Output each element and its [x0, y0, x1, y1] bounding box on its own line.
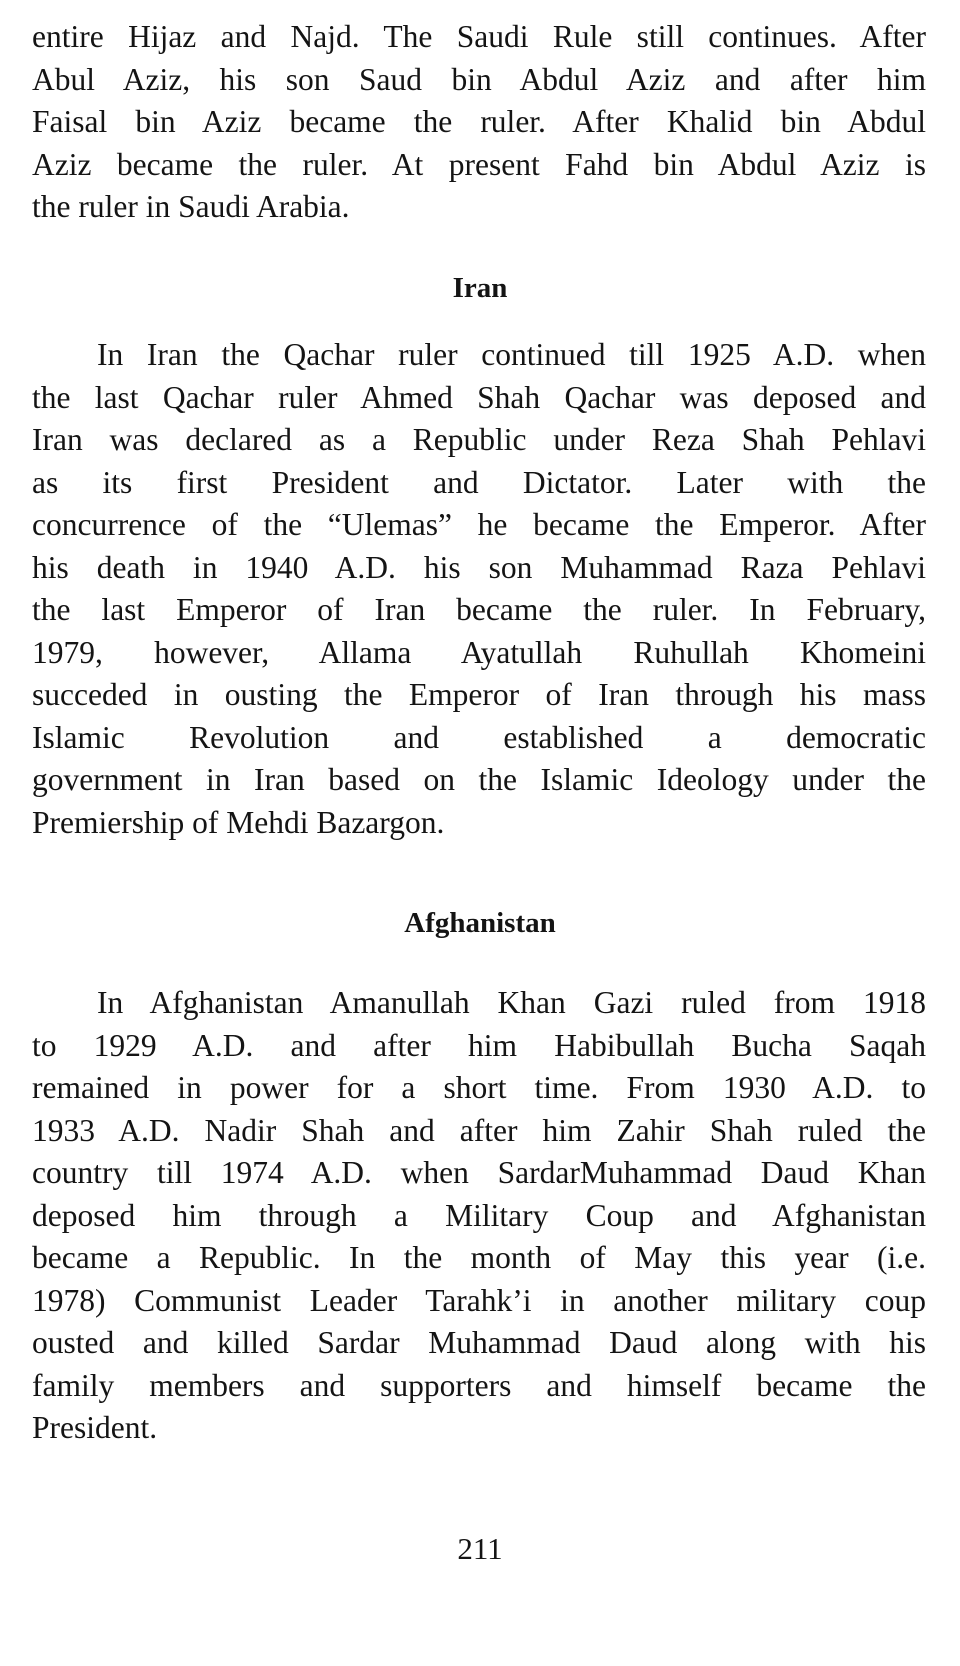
text-line: the last Qachar ruler Ahmed Shah Qachar was deposed and [32, 379, 926, 415]
text-line: became a Republic. In the month of May this year (i.e. [32, 1240, 926, 1275]
text-line: 1978) Communist Leader Tarahk’i in another military coup [32, 1282, 926, 1318]
afghanistan-paragraph [32, 982, 926, 1450]
text-line: President. [32, 1410, 158, 1445]
text-line: government in Iran based on the Islamic Ideology under the [32, 762, 926, 797]
text-line: family members and supporters and himself became the [32, 1367, 926, 1403]
text-line: to 1929 A.D. and after him Habibullah Bucha Saqah [32, 1027, 926, 1063]
text-line: Aziz became the ruler. At present Fahd bin Abdul Aziz is [32, 146, 926, 182]
text-line: Faisal bin Aziz became the ruler. After Khalid bin Abdul [32, 104, 926, 139]
text-line: his death in 1940 A.D. his son Muhammad Raza Pehlavi [32, 549, 926, 585]
text-line: as its first President and Dictator. Later with the [32, 464, 926, 500]
text-line: remained in power for a short time. From 1930 A.D. to [32, 1070, 926, 1105]
text-line: concurrence of the “Ulemas” he became the Emperor. After [32, 507, 926, 542]
intro-paragraph [32, 16, 926, 229]
section-heading-iran: Iran [452, 272, 508, 304]
section-heading-afghanistan: Afghanistan [404, 907, 556, 939]
text-line: 1979, however, Allama Ayatullah Ruhullah Khomeini [32, 634, 926, 670]
iran-paragraph [32, 334, 926, 844]
text-line: entire Hijaz and Najd. The Saudi Rule still continues. After [32, 19, 926, 54]
page-number: 211 [457, 1531, 503, 1566]
text-line: ousted and killed Sardar Muhammad Daud along with his [32, 1325, 926, 1360]
text-line: Islamic Revolution and established a democratic [32, 719, 926, 755]
text-line: the ruler in Saudi Arabia. [32, 189, 350, 224]
text-line: 1933 A.D. Nadir Shah and after him Zahir Shah ruled the [32, 1112, 926, 1148]
text-line: succeded in ousting the Emperor of Iran through his mass [32, 677, 926, 712]
text-line: Iran was declared as a Republic under Reza Shah Pehlavi [32, 422, 926, 457]
text-line: Premiership of Mehdi Bazargon. [32, 804, 445, 840]
text-line: In Afghanistan Amanullah Khan Gazi ruled from 1918 [97, 985, 926, 1020]
text-line: deposed him through a Military Coup and Afghanistan [32, 1197, 926, 1233]
text-line: the last Emperor of Iran became the ruler. In February, [32, 592, 926, 627]
text-line: Abul Aziz, his son Saud bin Abdul Aziz and after him [32, 61, 926, 97]
text-line: country till 1974 A.D. when SardarMuhammad Daud Khan [32, 1155, 926, 1190]
text-line: In Iran the Qachar ruler continued till 1925 A.D. when [97, 337, 926, 372]
